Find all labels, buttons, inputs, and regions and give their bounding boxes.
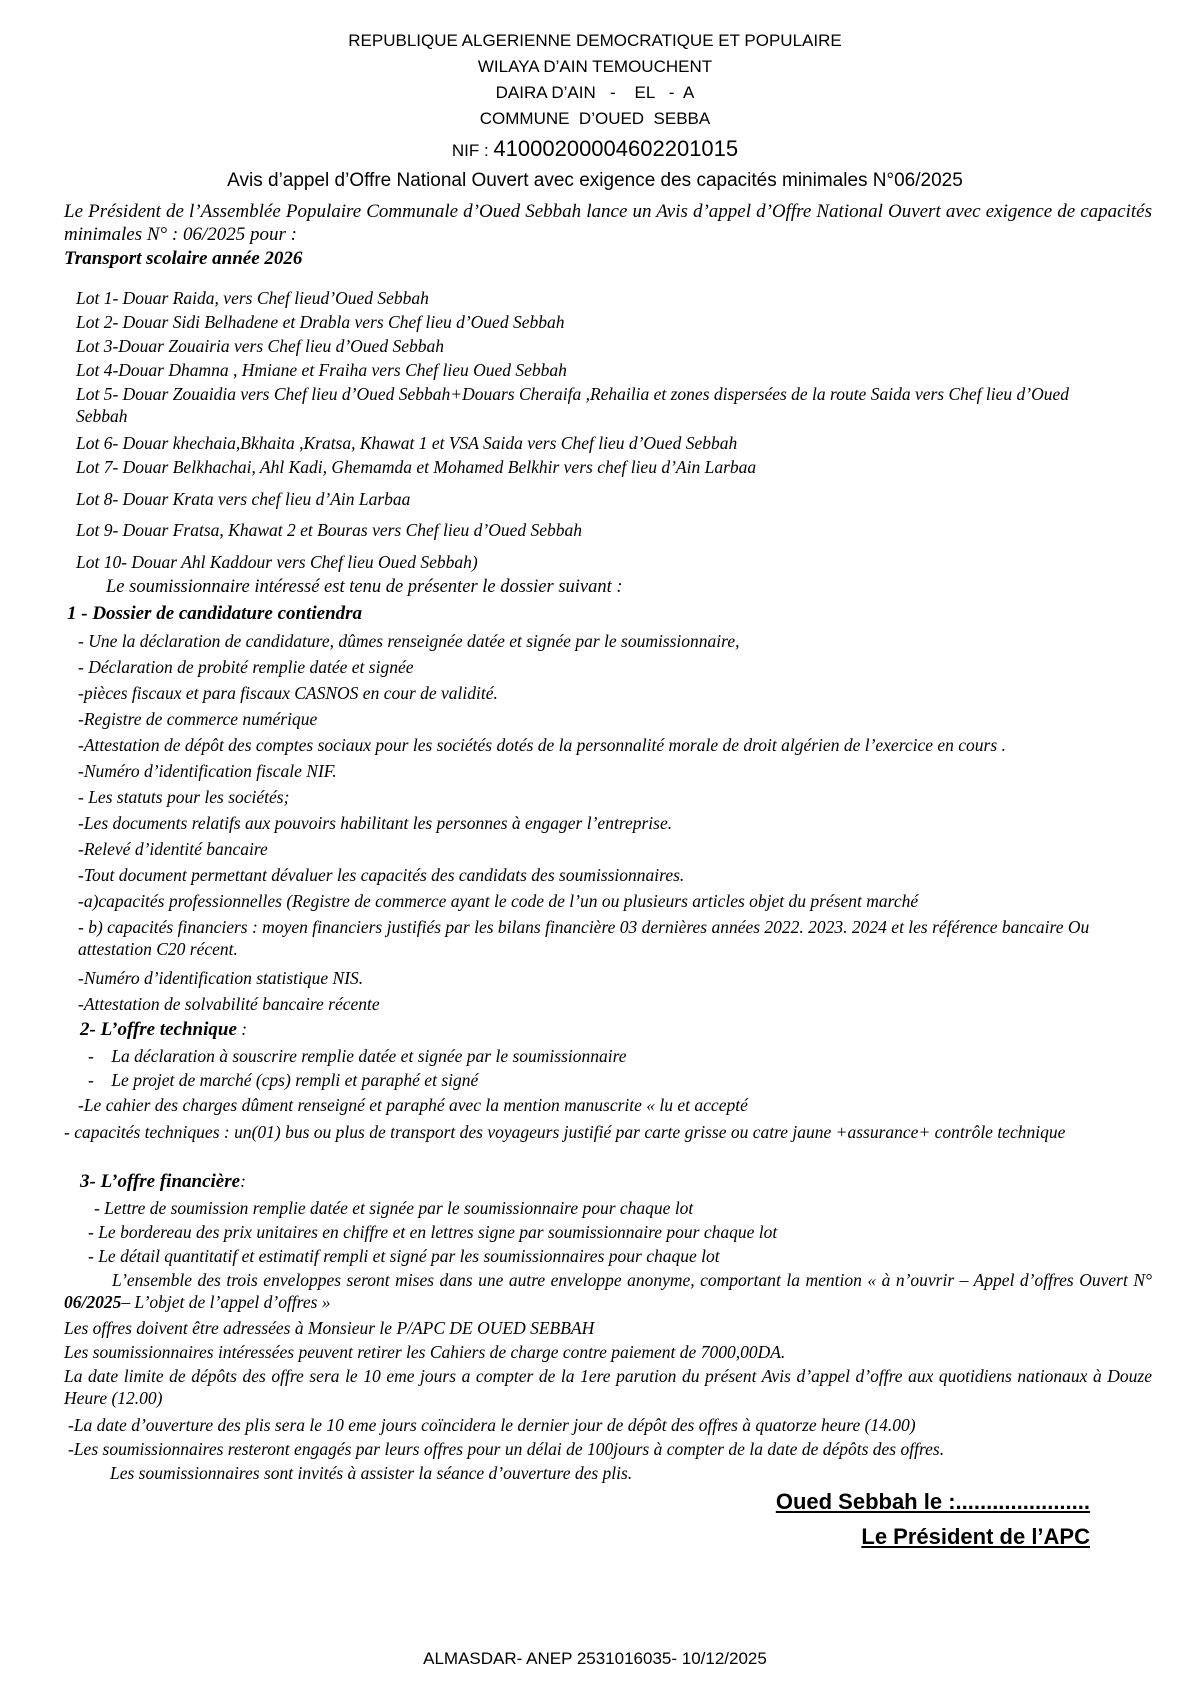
section2-title-suffix: : bbox=[236, 1019, 248, 1039]
dossier-item: -Les documents relatifs aux pouvoirs habilitant les personnes à engager l’entreprise. bbox=[78, 813, 673, 833]
dossier-item: -Numéro d’identification statistique NIS. bbox=[78, 968, 364, 988]
notice-title: Avis d’appel d’Offre National Ouvert avec exigence des capacités minimales N°06/2025 bbox=[227, 170, 963, 191]
header-commune: COMMUNE D’OUED SEBBA bbox=[479, 109, 711, 128]
lot-item: Lot 3-Douar Zouairia vers Chef lieu d’Oued Sebbah bbox=[76, 336, 444, 356]
dossier-item: -Numéro d’identification fiscale NIF. bbox=[78, 761, 337, 781]
dossier-item: -pièces fiscaux et para fiscaux CASNOS en cour de validité. bbox=[78, 683, 498, 703]
closing-address: Les offres doivent être adressées à Monsieur le P/APC DE OUED SEBBAH bbox=[64, 1318, 595, 1338]
lot-item: Lot 5- Douar Zouaidia vers Chef lieu d’Oued Sebbah+Douars Cheraifa ,Rehailia et zones dispersées de la route Saida vers Chef lieu d’Oued Sebbah bbox=[76, 384, 1069, 426]
dossier-item: -a)capacités professionnelles (Registre de commerce ayant le code de l’un ou plusieurs articles objet du présent marché bbox=[78, 891, 919, 911]
section2-title-text: 2- L’offre technique bbox=[80, 1019, 237, 1040]
lot-item: Lot 8- Douar Krata vers chef lieu d’Ain Larbaa bbox=[76, 489, 411, 509]
technique-item: - La déclaration à souscrire remplie datée et signée par le soumissionnaire bbox=[88, 1046, 627, 1066]
envelope-number: 06/2025 bbox=[64, 1292, 122, 1312]
closing-invite: Les soumissionnaires sont invités à assister la séance d’ouverture des plis. bbox=[110, 1463, 633, 1483]
technique-capacites: - capacités techniques : un(01) bus ou plus de transport des voyageurs justifié par carte grisse ou catre jaune +assurance+ contrôle technique bbox=[64, 1122, 1066, 1142]
dossier-item: -Registre de commerce numérique bbox=[78, 709, 318, 729]
section3-title-text: 3- L’offre financière bbox=[80, 1171, 241, 1192]
footer-reference: ALMASDAR- ANEP 2531016035- 10/12/2025 bbox=[423, 1649, 767, 1668]
intro-paragraph: Le Président de l’Assemblée Populaire Communale d’Oued Sebbah lance un Avis d’appel d’Offre National Ouvert avec exigence de capacités minimales N° : 06/2025 pour : bbox=[64, 201, 1152, 245]
closing-envelope bbox=[64, 1269, 1152, 1313]
financial-item: - Le détail quantitatif et estimatif rempli et signé par les soumissionnaires pour chaque lot bbox=[88, 1246, 720, 1266]
envelope-text: L’ensemble des trois enveloppes seront mises dans une autre enveloppe anonyme, comportant la mention « à n’ouvrir – Appel d’offres Ouvert N° bbox=[112, 1270, 1152, 1290]
dossier-item: -Tout document permettant dévaluer les capacités des candidats des soumissionnaires. bbox=[78, 865, 685, 885]
financial-item: - Lettre de soumission remplie datée et signée par le soumissionnaire pour chaque lot bbox=[94, 1198, 694, 1218]
lot-item: Lot 4-Douar Dhamna , Hmiane et Fraiha vers Chef lieu Oued Sebbah bbox=[76, 360, 567, 380]
dossier-item: - Déclaration de probité remplie datée et signée bbox=[78, 657, 414, 677]
section2-title bbox=[80, 1018, 247, 1041]
document-header bbox=[0, 28, 1190, 164]
dossier-item: - Les statuts pour les sociétés; bbox=[78, 787, 290, 807]
nif-value: 41000200004602201015 bbox=[493, 136, 739, 161]
nif-label: NIF : bbox=[451, 141, 494, 160]
header-nif bbox=[0, 136, 1190, 164]
closing-deadline: La date limite de dépôts des offre sera le 10 eme jours a compter de la 1ere parution du présent Avis d’appel d’offre aux quotidiens nationaux à Douze Heure (12.00) bbox=[64, 1366, 1152, 1408]
header-daira: DAIRA D’AIN - EL - A bbox=[495, 83, 695, 102]
signature-place-date: Oued Sebbah le :...................... bbox=[775, 1489, 1090, 1514]
subject-title: Transport scolaire année 2026 bbox=[64, 248, 303, 269]
dossier-item: -Attestation de dépôt des comptes sociaux pour les sociétés dotés de la personnalité morale de droit algérien de l’exercice en cours . bbox=[78, 735, 1006, 755]
section1-title: 1 - Dossier de candidature contiendra bbox=[67, 603, 363, 624]
header-republic: REPUBLIQUE ALGERIENNE DEMOCRATIQUE ET POPULAIRE bbox=[348, 31, 842, 50]
dossier-item: -Attestation de solvabilité bancaire récente bbox=[78, 994, 380, 1014]
closing-engagement: -Les soumissionnaires resteront engagés par leurs offres pour un délai de 100jours à compter de la date de dépôts des offres. bbox=[68, 1439, 945, 1459]
signature-title: Le Président de l’APC bbox=[861, 1524, 1090, 1549]
closing-retrieve: Les soumissionnaires intéressées peuvent retirer les Cahiers de charge contre paiement de 7000,00DA. bbox=[64, 1342, 786, 1362]
dossier-item: - b) capacités financiers : moyen financiers justifiés par les bilans financière 03 dernières années 2022. 2023. 2024 et les référence bancaire Ou attestation C20 récent. bbox=[78, 917, 1090, 959]
lot-item: Lot 10- Douar Ahl Kaddour vers Chef lieu Oued Sebbah) bbox=[76, 552, 478, 572]
header-wilaya: WILAYA D’AIN TEMOUCHENT bbox=[477, 57, 713, 76]
dossier-item: - Une la déclaration de candidature, dûmes renseignée datée et signée par le soumissionnaire, bbox=[78, 631, 740, 651]
lot-item: Lot 1- Douar Raida, vers Chef lieud’Oued Sebbah bbox=[76, 288, 429, 308]
section3-title bbox=[80, 1170, 246, 1193]
dossier-item: -Relevé d’identité bancaire bbox=[78, 839, 268, 859]
financial-item: - Le bordereau des prix unitaires en chiffre et en lettres signe par soumissionnaire pour chaque lot bbox=[88, 1222, 778, 1242]
envelope-text-end: – L’objet de l’appel d’offres » bbox=[121, 1292, 331, 1312]
dossier-intro: Le soumissionnaire intéressé est tenu de présenter le dossier suivant : bbox=[106, 577, 623, 597]
closing-opening: -La date d’ouverture des plis sera le 10 eme jours coïncidera le dernier jour de dépôt des offres à quatorze heure (14.00) bbox=[68, 1415, 916, 1435]
technique-item: - Le projet de marché (cps) rempli et paraphé et signé bbox=[88, 1070, 479, 1090]
lot-item: Lot 2- Douar Sidi Belhadene et Drabla vers Chef lieu d’Oued Sebbah bbox=[76, 312, 565, 332]
lot-item: Lot 7- Douar Belkhachai, Ahl Kadi, Ghemamda et Mohamed Belkhir vers chef lieu d’Ain Larbaa bbox=[76, 457, 757, 477]
section3-title-suffix: : bbox=[240, 1171, 246, 1191]
lot-item: Lot 6- Douar khechaia,Bkhaita ,Kratsa, Khawat 1 et VSA Saida vers Chef lieu d’Oued Sebbah bbox=[76, 433, 738, 453]
lot-item: Lot 9- Douar Fratsa, Khawat 2 et Bouras vers Chef lieu d’Oued Sebbah bbox=[76, 520, 583, 540]
technique-item: -Le cahier des charges dûment renseigné et paraphé avec la mention manuscrite « lu et accepté bbox=[78, 1095, 748, 1115]
